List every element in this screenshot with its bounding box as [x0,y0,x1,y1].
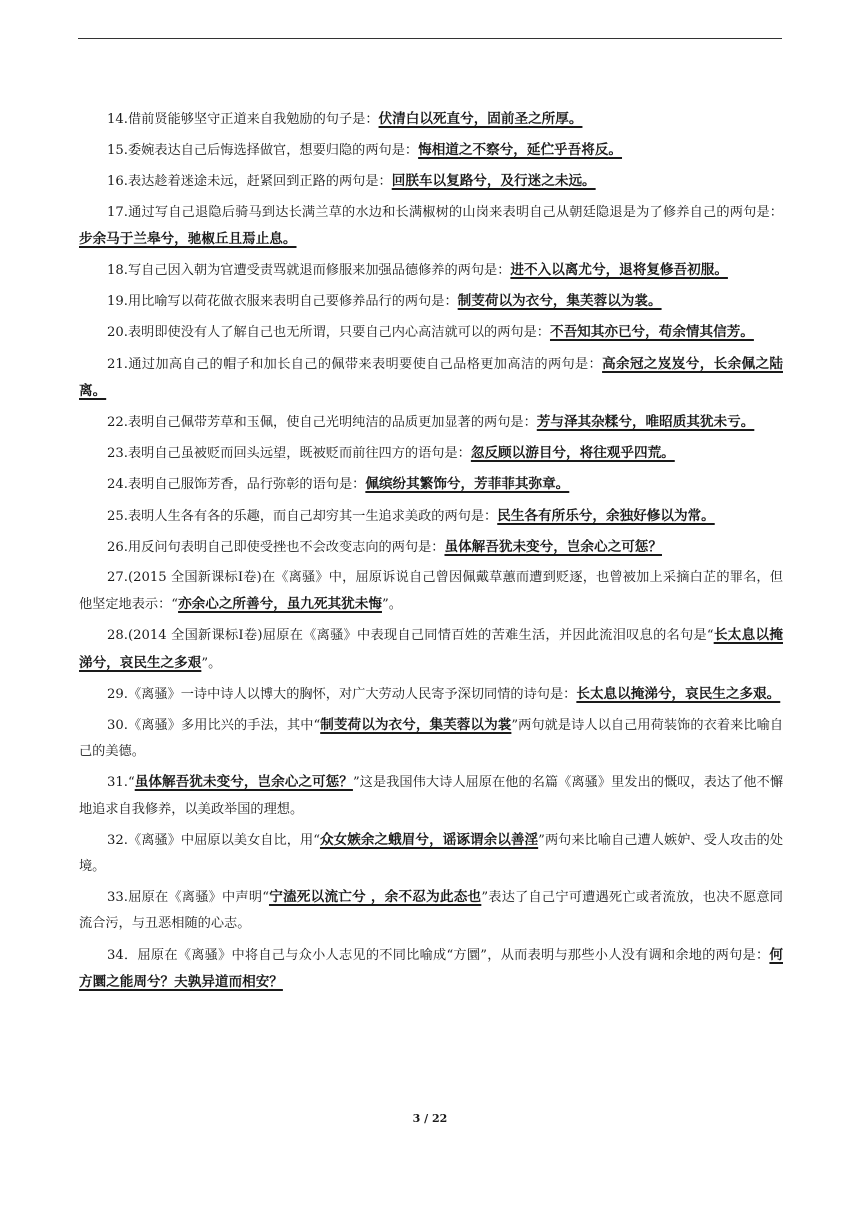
question-text: 31.“ [107,775,135,791]
question-text: 28.(2014 全国新课标Ⅰ卷)屈原在《离骚》中表现自己同情百姓的苦难生活，并因此流泪叹息的名句是“ [107,628,714,644]
question-30 [79,712,783,765]
answer-text: 民生各有所乐兮，余独好修以为常。 [497,507,715,524]
header-rule [78,38,782,39]
question-text: 26.用反问句表明自己即使受挫也不会改变志向的两句是： [107,539,445,555]
question-26 [79,534,783,561]
question-suffix: ”。 [201,655,222,671]
question-23 [79,440,783,467]
question-19 [79,288,783,315]
question-14 [79,106,783,133]
question-suffix: ”两句就是诗人以自己用荷装饰的衣着来比喻自己的美德。 [79,718,784,760]
question-text: 15.委婉表达自己后悔选择做官，想要归隐的两句是： [107,143,419,159]
question-text: 23.表明自己虽被贬而回头远望，既被贬而前往四方的语句是： [107,446,471,462]
question-text: 29.《离骚》一诗中诗人以博大的胸怀，对广大劳动人民寄予深切同情的诗句是： [107,686,577,702]
question-text: 14.借前贤能够坚守正道来自我勉励的句子是： [107,112,379,127]
question-21 [79,351,783,405]
question-suffix: ”表达了自己宁可遭遇死亡或者流放，也决不愿意同流合污，与丑恶相随的心志。 [79,890,783,932]
answer-text: 众女嫉余之蛾眉兮，谣诼谓余以善淫 [319,831,539,848]
question-text: 24.表明自己服饰芳香，品行弥彰的语句是： [107,477,366,493]
question-text: 22.表明自己佩带芳草和玉佩，使自己光明纯洁的品质更加显著的两句是： [107,415,537,431]
answer-text: 制芰荷以为衣兮，集芙蓉以为裳。 [457,293,662,310]
question-text: 21.通过加高自己的帽子和加长自己的佩带来表明要使自己品格更加高洁的两句是： [107,356,603,372]
question-17 [79,200,783,253]
answer-text: 亦余心之所善兮，虽九死其犹未悔 [178,596,382,613]
question-text: 19.用比喻写以荷花做衣服来表明自己要修养品行的两句是： [107,294,458,310]
question-suffix: ”两句来比喻自己遭人嫉妒、受人攻击的处境。 [79,832,784,875]
question-15 [79,137,783,164]
answer-text: 芳与泽其杂糅兮，唯昭质其犹未亏。 [536,414,755,431]
question-text: 34．屈原在《离骚》中将自己与众小人志见的不同比喻成“方圜”，从而表明与那些小人没有调和余地的两句是： [107,947,770,963]
question-32 [79,827,783,880]
question-25 [79,503,783,530]
answer-text: 高余冠之岌岌兮，长余佩之陆离。 [79,355,783,399]
question-16 [79,168,783,195]
question-text: 32.《离骚》中屈原以美女自比，用“ [107,832,320,848]
page-number: 3 / 22 [412,1112,448,1125]
question-text: 25.表明人生各有各的乐趣，而自己却穷其一生追求美政的两句是： [107,508,498,524]
question-28 [79,622,783,676]
question-24 [79,471,783,498]
question-33 [79,884,783,937]
answer-text: 长太息以掩涕兮，哀民生之多艰。 [576,685,781,702]
answer-text: 悔相道之不察兮，延伫乎吾将反。 [418,142,623,159]
answer-text: 虽体解吾犹未变兮，岂余心之可惩？ [134,774,353,791]
answer-text: 虽体解吾犹未变兮，岂余心之可惩？ [444,538,662,555]
answer-text: 宁溘死以流亡兮 ，余不忍为此态也 [268,889,482,906]
question-29 [79,681,783,708]
question-text: 17.通过写自己退隐后骑马到达长满兰草的水边和长满椒树的山岗来表明自己从朝廷隐退是为了修养自己的两句是： [107,204,783,220]
answer-text: 佩缤纷其繁饰兮，芳菲菲其弥章。 [365,476,570,493]
answer-text: 不吾知其亦已兮，苟余情其信芳。 [549,324,754,341]
question-text: 16.表达趁着迷途未远，赶紧回到正路的两句是： [107,174,392,190]
question-27 [79,565,783,618]
question-18 [79,257,783,284]
answer-text: 伏清白以死直兮，固前圣之所厚。 [378,111,583,127]
question-31 [79,769,783,822]
question-text: 30.《离骚》多用比兴的手法，其中“ [107,718,321,734]
document-body [79,106,783,1000]
answer-text: 步余马于兰皋兮，驰椒丘且焉止息。 [79,230,297,247]
answer-text: 制芰荷以为衣兮，集芙蓉以为裳 [320,717,512,734]
answer-text: 进不入以离尤兮，退将复修吾初服。 [510,262,728,279]
answer-text: 忽反顾以游目兮，将往观乎四荒。 [470,445,675,462]
question-20 [79,319,783,346]
answer-text: 何方圜之能周兮？夫孰异道而相安？ [79,946,783,990]
question-34 [79,942,783,996]
question-text: 33.屈原在《离骚》中声明“ [107,890,269,906]
question-suffix: ”。 [381,597,402,613]
question-text: 18.写自己因入朝为官遭受责骂就退而修服来加强品德修养的两句是： [107,263,511,279]
question-suffix: ”这是我国伟大诗人屈原在他的名篇《离骚》里发出的慨叹，表达了他不懈地追求自我修养，以美政举国的理想。 [79,775,784,817]
question-text: 27.(2015 全国新课标Ⅰ卷)在《离骚》中，屈原诉说自己曾因佩戴草蕙而遭到贬逐，也曾被加上采摘白芷的罪名，但他坚定地表示：“ [79,570,783,613]
answer-text: 长太息以掩涕兮，哀民生之多艰 [79,627,783,671]
question-text: 20.表明即使没有人了解自己也无所谓，只要自己内心高洁就可以的两句是： [107,325,550,341]
question-22 [79,409,783,436]
answer-text: 回朕车以复路兮，及行迷之未远。 [391,173,596,190]
